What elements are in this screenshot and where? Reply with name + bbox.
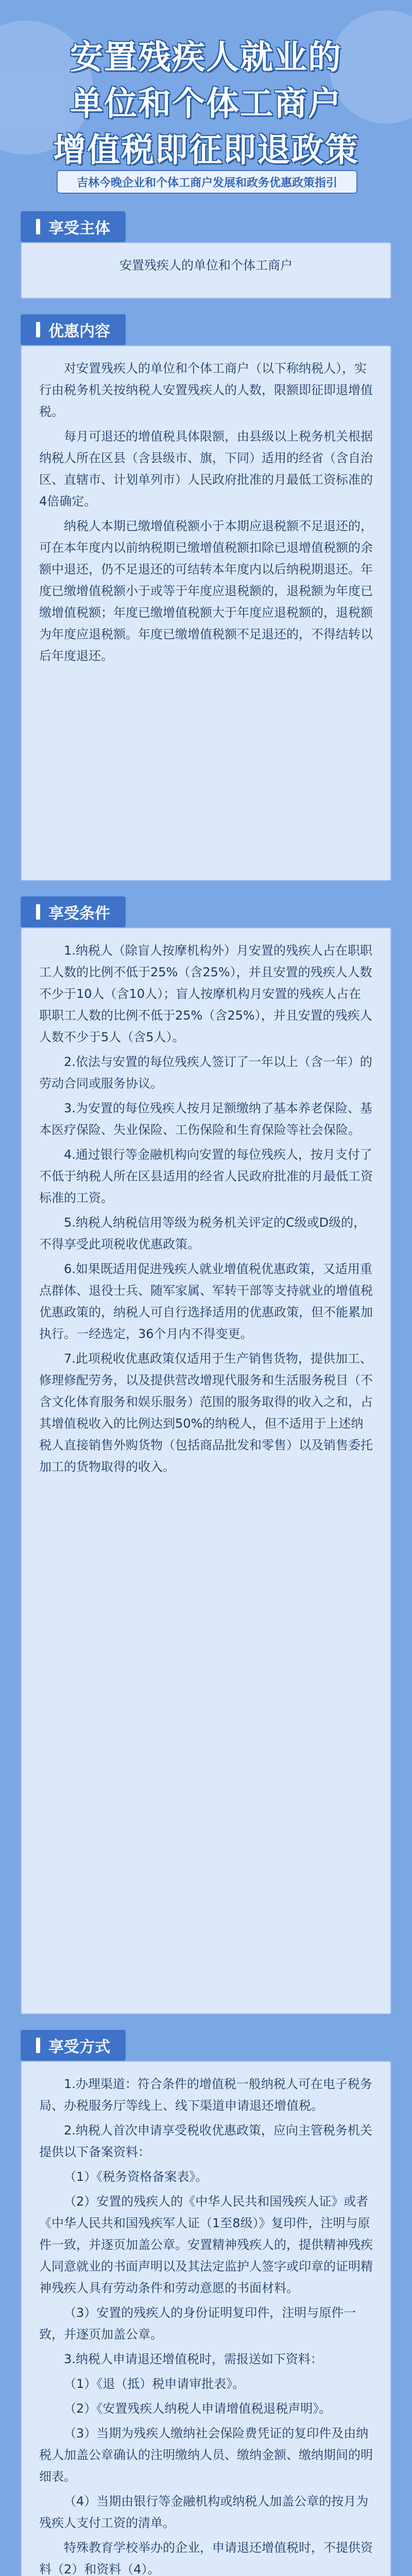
condition-item-2: 2.依法与安置的每位残疾人签订了一年以上（含一年）的劳动合同或服务协议。 (39, 1055, 372, 1091)
condition-item-7: 7.此项税收优惠政策仅适用于生产销售货物，提供加工、修理修配劳务，以及提供营改增现代服务和生活服务税目（不含文化体育服务和娱乐服务）范围的服务取得的收入之和，占其增值税收入的比例达到50%的纳税人，但不适用于上述纳税人直接销售外购货物（包括商品批发和零售）以及销售委托加工的货物取得的收入。 (39, 1351, 373, 1474)
section-title-method: 享受方式 (21, 2030, 126, 2061)
section-card-subject (21, 242, 391, 299)
source-banner: 吉林今晚企业和个体工商户发展和政务优惠政策指引 (57, 170, 357, 194)
condition-item-1: 1.纳税人（除盲人按摩机构外）月安置的残疾人占在职职工人数的比例不低于25%（含25%），并且安置的残疾人人数不少于10人（含10人）；盲人按摩机构月安置的残疾人占在职职工人数的比例不低于25%（含25%），并且安置的残疾人人数不少于5人（含5人）。 (39, 943, 372, 1044)
condition-item-5: 5.纳税人纳税信用等级为税务机关评定的C级或D级的，不得享受此项税收优惠政策。 (39, 1215, 366, 1251)
subject-text: 安置残疾人的单位和个体工商户 (119, 258, 293, 273)
condition-item-3: 3.为安置的每位残疾人按月足额缴纳了基本养老保险、基本医疗保险、失业保险、工伤保险和生育保险等社会保险。 (39, 1101, 372, 1137)
section-title-content: 优惠内容 (21, 314, 126, 345)
section-card-content (21, 345, 391, 881)
method-item-10: （4）当期由银行等金融机构或纳税人加盖公章的按月为残疾人支付工资的清单。 (39, 2494, 369, 2530)
section-title-subject: 享受主体 (21, 211, 126, 242)
condition-item-6: 6.如果既适用促进残疾人就业增值税优惠政策，又适用重点群体、退役士兵、随军家属、军转干部等支持就业的增值税优惠政策的，纳税人可自行选择适用的优惠政策，但不能累加执行。一经选定，36个月内不得变更。 (39, 1262, 373, 1341)
content-paragraph-3: 纳税人本期已缴增值税额小于本期应退税额不足退还的，可在本年度内以前纳税期已缴增值税额扣除已退增值税额的余额中退还，仍不足退还的可结转本年度内以后纳税期退还。年度已缴增值税额小于或等于年度应退税额的，退税额为年度已缴增值税额；年度已缴增值税额大于年度应退税额的，退税额为年度应退税额。年度已缴增值税额不足退还的，不得结转以后年度退还。 (39, 519, 373, 663)
condition-item-4: 4.通过银行等金融机构向安置的每位残疾人，按月支付了不低于纳税人所在区县适用的经省人民政府批准的月最低工资标准的工资。 (39, 1147, 373, 1205)
method-item-2: 2.纳税人首次申请享受税收优惠政策，应向主管税务机关提供以下备案资料： (39, 2123, 372, 2159)
method-item-7: （1）《退（抵）税申请审批表》。 (64, 2377, 245, 2391)
content-paragraph-2: 每月可退还的增值税具体限额，由县级以上税务机关根据纳税人所在区县（含县级市、旗，下同）适用的经省（含自治区、直辖市、计划单列市）人民政府批准的月最低工资标准的4倍确定。 (39, 429, 373, 509)
header (0, 0, 412, 196)
method-item-11: 特殊教育学校举办的企业，申请退还增值税时，不提供资料（2）和资料（4）。 (39, 2540, 373, 2576)
section-card-method (21, 2061, 391, 2576)
method-item-9: （3）当期为残疾人缴纳社会保险费凭证的复印件及由纳税人加盖公章确认的注明缴纳人员、缴纳金额、缴纳期间的明细表。 (39, 2426, 373, 2484)
title-line-1: 安置残疾人就业的 (70, 39, 342, 77)
section-title-conditions: 享受条件 (21, 896, 126, 927)
method-item-8: （2）《安置残疾人纳税人申请增值税退税声明》。 (64, 2401, 332, 2416)
title-line-2: 单位和个体工商户 (70, 85, 342, 123)
method-item-6: 3.纳税人申请退还增值税时，需报送如下资料： (64, 2352, 323, 2366)
method-item-1: 1.办理渠道：符合条件的增值税一般纳税人可在电子税务局、办税服务厅等线上、线下渠道申请退还增值税。 (39, 2077, 372, 2113)
title-line-3: 增值税即征即退政策 (53, 131, 359, 170)
method-item-4: （2）安置的残疾人的《中华人民共和国残疾人证》或者《中华人民共和国残疾军人证（1至8级）》复印件，注明与原件一致，并逐页加盖公章。安置精神残疾人的，提供精神残疾人同意就业的书面声明以及其法定监护人签字或印章的证明精神残疾人具有劳动条件和劳动意愿的书面材料。 (39, 2194, 373, 2295)
content-paragraph-1: 对安置残疾人的单位和个体工商户（以下称纳税人），实行由税务机关按纳税人安置残疾人的人数，限额即征即退增值税。 (39, 361, 373, 419)
section-card-conditions (21, 927, 391, 2014)
method-item-5: （3）安置的残疾人的身份证明复印件，注明与原件一致，并逐页加盖公章。 (39, 2306, 356, 2342)
method-item-3: （1）《税务资格备案表》。 (64, 2170, 208, 2184)
